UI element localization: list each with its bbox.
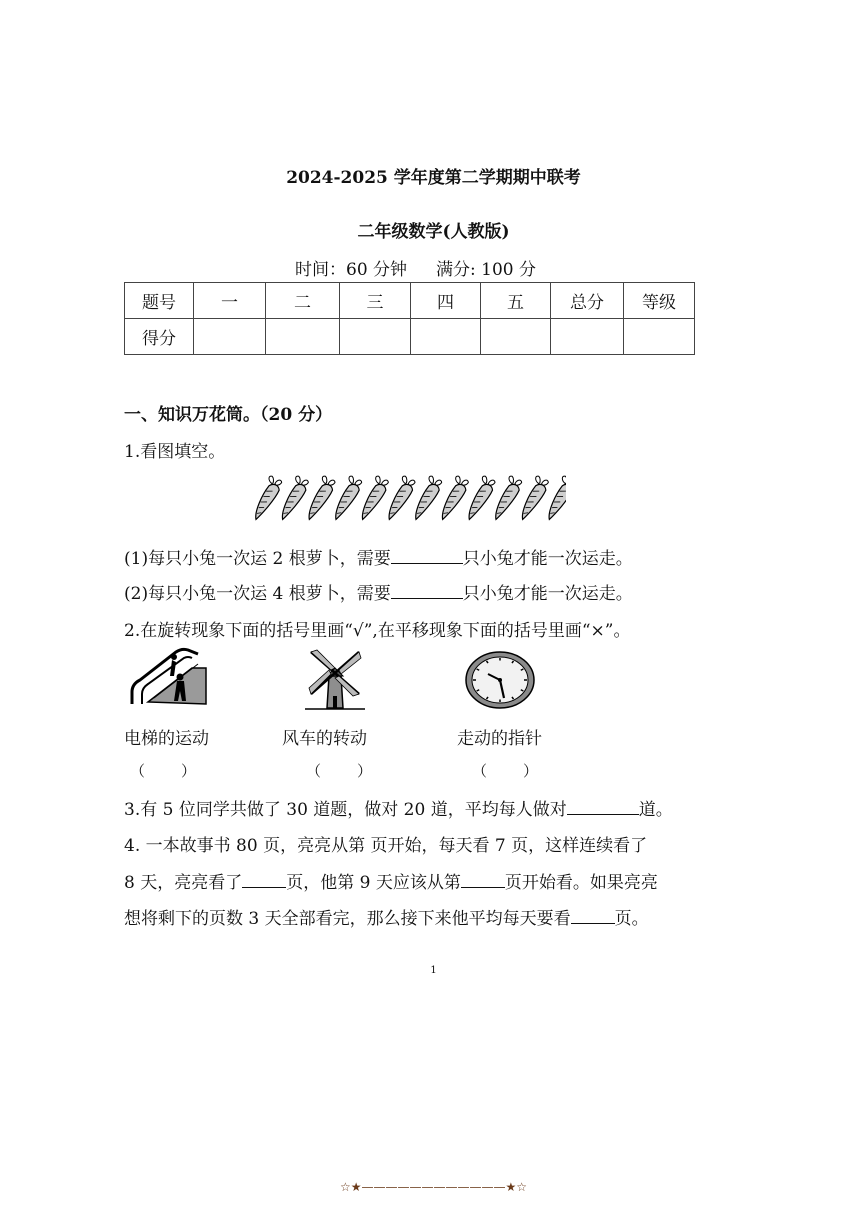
answer-blank[interactable] [567,799,639,815]
carrot-icon [307,475,336,523]
answer-blank[interactable] [571,908,615,924]
answer-parentheses[interactable]: （ ） [130,762,199,780]
item-label: 电梯的运动 [124,729,209,749]
carrot-icon [521,475,550,523]
exam-title: 2024-2025 学年度第二学期期中联考 [286,168,581,188]
question-1-part-1 [124,544,633,569]
carrot-icon [494,475,523,523]
carrot-icon [414,475,443,523]
footer-decoration: ☆★————————————★☆ [339,1180,528,1194]
question-4-line-3 [124,904,649,929]
question-1-part-2 [124,579,633,604]
answer-parentheses[interactable]: （ ） [472,762,541,780]
table-cell: 总分 [551,283,624,319]
answer-blank[interactable] [391,548,463,564]
table-cell: 五 [481,283,551,319]
carrot-icon [254,475,283,523]
score-cell[interactable] [340,319,411,355]
question-1-stem: 1.看图填空。 [124,442,226,462]
table-cell: 题号 [125,283,194,319]
item-label: 走动的指针 [457,729,542,749]
carrot-icon [281,475,310,523]
table-cell: 二 [266,283,340,319]
question-text: (2)每只小兔一次运 4 根萝卜，需要 [124,584,391,604]
table-cell: 等级 [624,283,695,319]
score-cell[interactable] [624,319,695,355]
answer-blank[interactable] [242,872,286,888]
carrot-icon [361,475,390,523]
score-cell[interactable] [551,319,624,355]
clock-icon [464,650,536,710]
subject-title: 二年级数学(人教版) [357,222,510,242]
question-text: 页开始看。如果亮亮 [504,873,658,893]
question-text: 只小兔才能一次运走。 [462,549,633,569]
question-text: (1)每只小兔一次运 2 根萝卜，需要 [124,549,391,569]
table-cell: 得分 [125,319,194,355]
carrot-icon [547,475,566,523]
item-label: 风车的转动 [282,729,367,749]
question-text: 只小兔才能一次运走。 [462,584,633,604]
table-cell: 四 [411,283,481,319]
carrot-icon [387,475,416,523]
answer-parentheses[interactable]: （ ） [306,762,375,780]
table-cell: 三 [340,283,411,319]
escalator-icon [128,646,210,708]
carrot-icon [467,475,496,523]
page-number: 1 [430,965,437,976]
full-score-label: 满分: 100 分 [436,260,536,280]
score-table-header-row [125,283,695,319]
question-text: 3.有 5 位同学共做了 30 道题，做对 20 道，平均每人做对 [124,800,567,820]
question-2-stem: 2.在旋转现象下面的括号里画“√”,在平移现象下面的括号里画“×”。 [124,621,631,641]
question-3 [124,795,673,820]
table-cell: 一 [194,283,266,319]
score-cell[interactable] [194,319,266,355]
section-heading: 一、知识万花筒。（20 分） [124,405,333,425]
question-text: 道。 [638,800,673,820]
score-cell[interactable] [411,319,481,355]
score-table-score-row [125,319,695,355]
score-table [124,282,695,355]
question-text: 页。 [614,909,649,929]
carrots-image [246,474,566,524]
question-text: 8 天，亮亮看了 [124,873,243,893]
carrot-row [254,475,566,523]
score-cell[interactable] [481,319,551,355]
carrot-icon [441,475,470,523]
carrot-icon [334,475,363,523]
question-4-line-1: 4. 一本故事书 80 页，亮亮从第 页开始，每天看 7 页，这样连续看了 [124,836,648,856]
question-4-line-2 [124,868,658,893]
score-cell[interactable] [266,319,340,355]
windmill-icon [305,648,365,710]
question-text: 页，他第 9 天应该从第 [286,873,461,893]
answer-blank[interactable] [391,583,463,599]
time-label: 时间：60 分钟 [295,260,408,280]
answer-blank[interactable] [461,872,505,888]
question-text: 想将剩下的页数 3 天全部看完，那么接下来他平均每天要看 [124,909,571,929]
